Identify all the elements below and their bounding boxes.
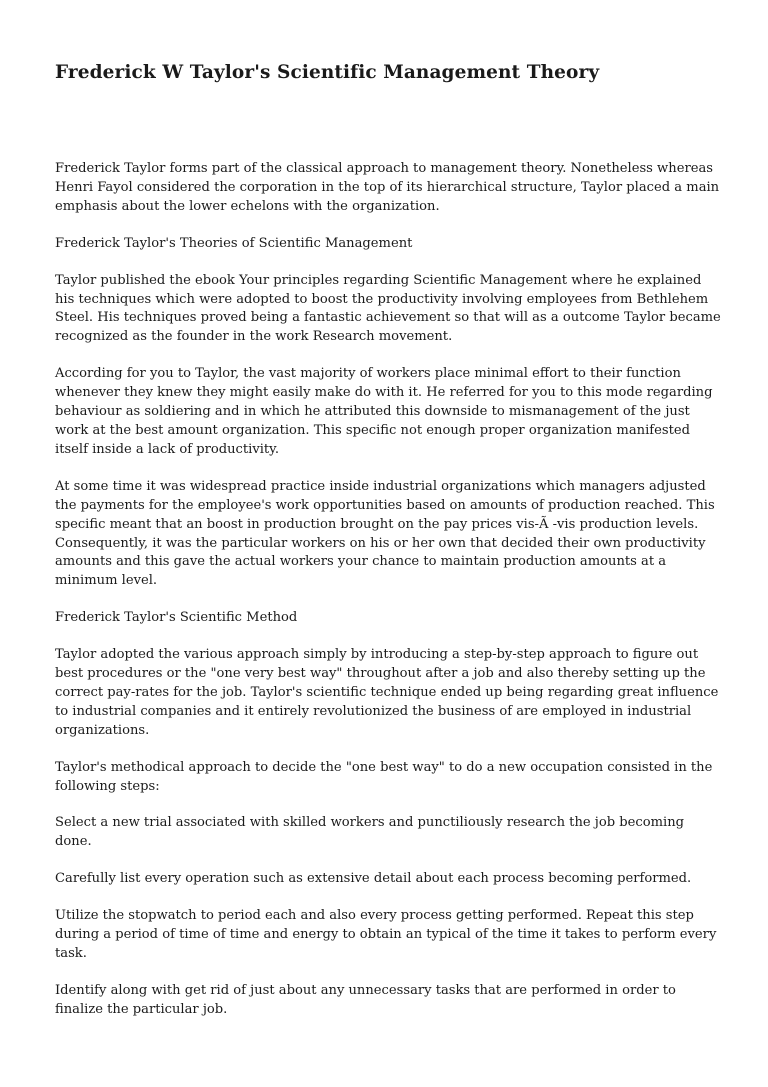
document-body (55, 160, 723, 1038)
paragraph-step-list: Carefully list every operation such as extensive detail about each process becoming performed. (55, 871, 692, 887)
paragraph-payments: At some time it was widespread practice inside industrial organizations which managers adjusted the payments for the employee's work opportunities based on amounts of production reached. This specific meant that an boost in production brought on the pay prices vis-Ã -vis production levels. Consequently, it was the particular workers on his or her own that decided their own productivity amounts and this gave the actual workers your chance to maintain production amounts at a minimum level. (55, 478, 715, 589)
document-title: Frederick W Taylor's Scientific Management Theory (55, 62, 600, 83)
paragraph-step-identify: Identify along with get rid of just about any unnecessary tasks that are performed in order to finalize the particular job. (55, 982, 676, 1017)
paragraph-steps-intro: Taylor's methodical approach to decide the "one best way" to do a new occupation consisted in the following steps: (55, 759, 713, 794)
section-heading-theories: Frederick Taylor's Theories of Scientific Management (55, 235, 413, 251)
paragraph-soldiering: According for you to Taylor, the vast majority of workers place minimal effort to their function whenever they knew they might easily make do with it. He referred for you to this mode regarding behaviour as soldiering and in which he attributed this downside to mismanagement of the just work at the best amount organization. This specific not enough proper organization manifested itself inside a lack of productivity. (55, 366, 713, 457)
paragraph-principles: Taylor published the ebook Your principles regarding Scientific Management where he explained his techniques which were adopted to boost the productivity involving employees from Bethlehem Steel. His techniques proved being a fantastic achievement so that will as a outcome Taylor became recognized as the founder in the work Research movement. (55, 272, 721, 345)
paragraph-intro: Frederick Taylor forms part of the classical approach to management theory. Nonetheless whereas Henri Fayol considered the corporation in the top of its hierarchical structure, Taylor placed a main emphasis about the lower echelons with the organization. (55, 161, 720, 214)
paragraph-step-stopwatch: Utilize the stopwatch to period each and also every process getting performed. Repeat this step during a period of time of time and energy to obtain an typical of the time it takes to perform every task. (55, 908, 717, 961)
paragraph-step-select: Select a new trial associated with skilled workers and punctiliously research the job becoming done. (55, 815, 685, 850)
section-heading-method: Frederick Taylor's Scientific Method (55, 610, 298, 626)
paragraph-approach: Taylor adopted the various approach simply by introducing a step-by-step approach to figure out best procedures or the "one very best way" throughout after a job and also thereby setting up the correct pay-rates for the job. Taylor's scientific technique ended up being regarding great influence to industrial companies and it entirely revolutionized the business of are employed in industrial organizations. (55, 647, 719, 738)
